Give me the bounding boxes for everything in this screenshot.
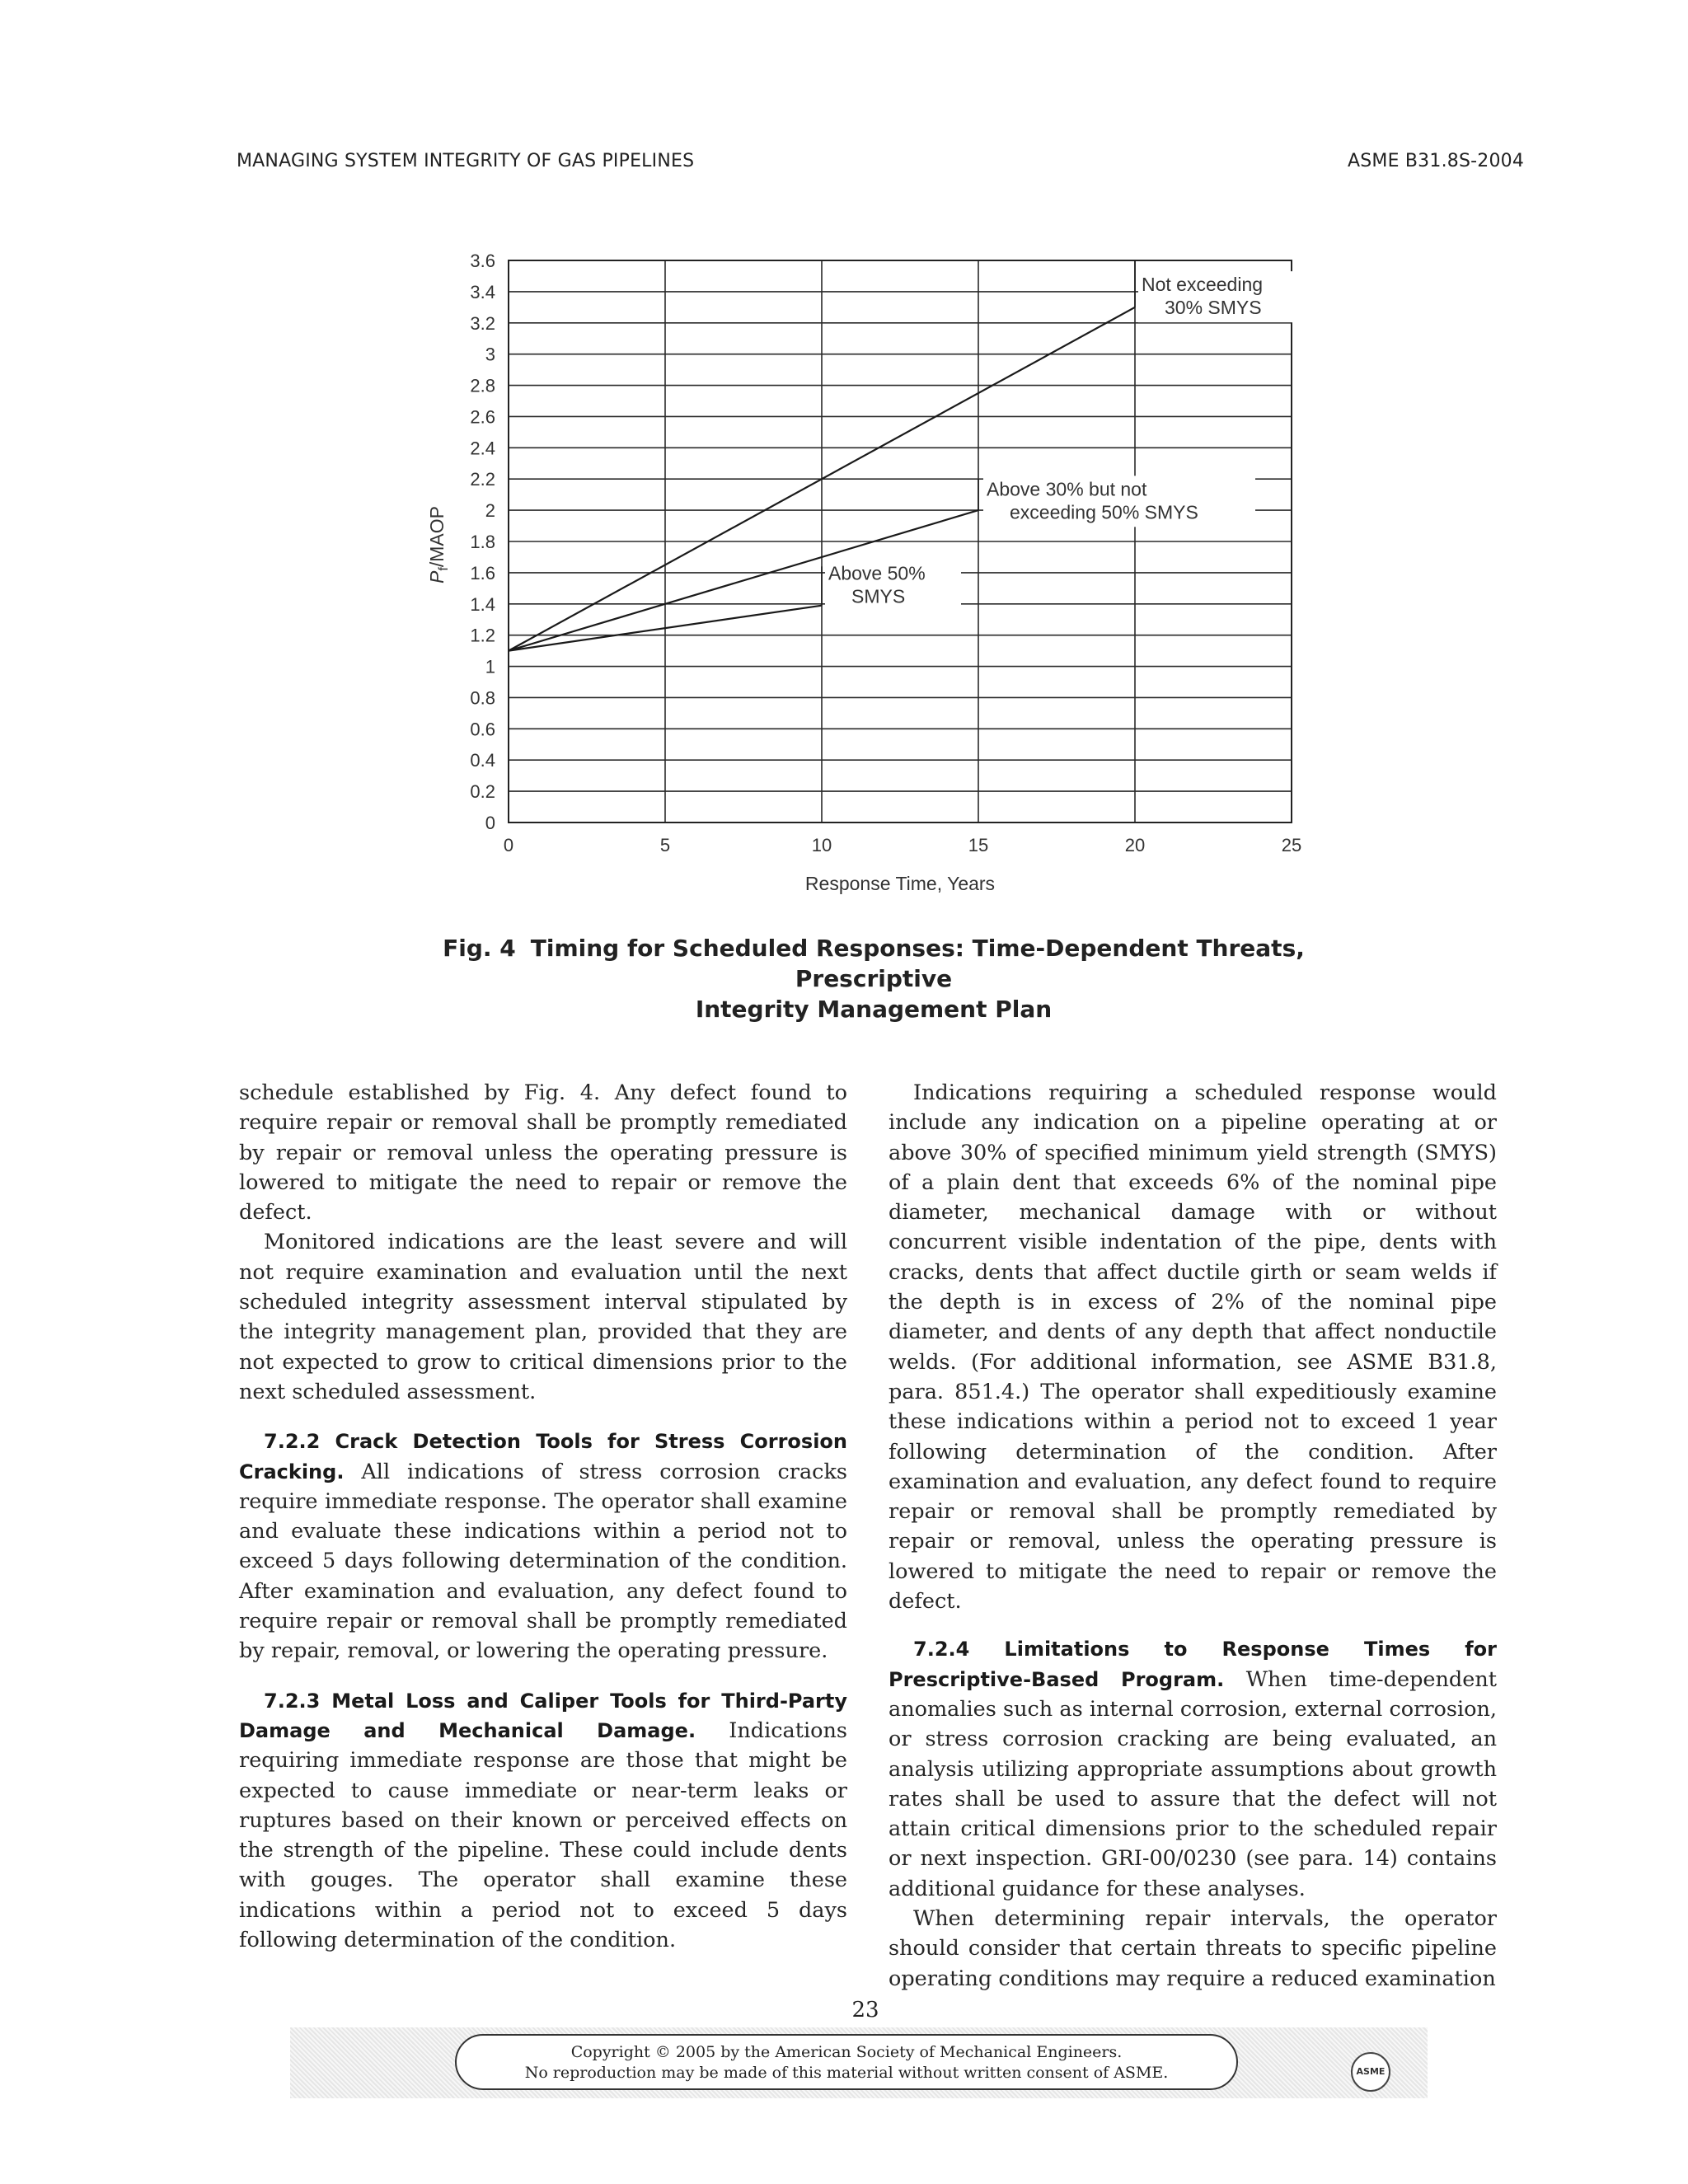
section-body: Indications requiring immediate response are those that might be expected to cause immediate or near-term leaks or ruptures based on their known or perceived effects on the strength of the pipeline. These could include dents with gouges. The operator shall examine these indications within a period not to exceed 5 days following determination of the condition.	[239, 1718, 847, 1953]
series-label-1: 30% SMYS	[1165, 297, 1262, 319]
copyright-footer	[290, 2027, 1428, 2098]
x-tick-label: 20	[1124, 835, 1146, 855]
series-label-3: Above 50%	[828, 562, 926, 584]
caption-line-1: Timing for Scheduled Responses: Time-Dependent Threats, Prescriptive	[530, 935, 1305, 992]
paragraph: Monitored indications are the least severe and will not require examination and evaluation until the next scheduled integrity assessment interval stipulated by the integrity management plan, provided that they are not expected to grow to critical dimensions prior to the next scheduled assessment.	[239, 1230, 847, 1404]
figure-caption	[387, 933, 1360, 1024]
y-tick-label: 1.6	[470, 562, 495, 583]
x-tick-label: 10	[811, 835, 832, 855]
series-label-2: exceeding 50% SMYS	[1010, 501, 1198, 523]
page-number: 23	[851, 1998, 879, 2022]
copyright-line-1: Copyright © 2005 by the American Society of Mechanical Engineers.	[570, 2043, 1123, 2061]
section-heading: 7.2.2 Crack Detection Tools for Stress Corrosion Cracking.	[239, 1430, 847, 1483]
copyright-notice	[455, 2034, 1386, 2090]
paragraph: Indications requiring a scheduled response would include any indication on a pipeline operating at or above 30% of specified minimum yield strength (SMYS) of a plain dent that exceeds 6% of the nominal pipe diameter, mechanical damage with or without concurrent visible indentation of the pipe, dents with cracks, dents that affect ductile girth or seam welds if the depth is in excess of 2% of the nominal pipe diameter, and dents of any depth that affect nonductile welds. (For additional information, see ASME B31.8, para. 851.4.) The operator shall expeditiously examine these indications within a period not to exceed 1 year following determination of the condition. After examination and evaluation, any defect found to require repair or removal shall be promptly remediated by repair or removal, unless the operating pressure is lowered to mitigate the need to repair or remove the defect.	[889, 1080, 1497, 1615]
running-header-standard: ASME B31.8S-2004	[1348, 151, 1525, 171]
section-7-2-3	[239, 1686, 847, 1956]
y-tick-label: 0.8	[470, 687, 495, 709]
y-tick-label: 1.8	[470, 532, 495, 552]
section-heading: 7.2.3 Metal Loss and Caliper Tools for Third-Party Damage and Mechanical Damage.	[239, 1689, 847, 1742]
y-axis-title	[426, 506, 451, 583]
left-text-column	[239, 1078, 847, 1955]
y-tick-label: 2.6	[470, 406, 495, 428]
y-tick-label: 1	[485, 656, 495, 677]
right-text-column	[889, 1078, 1497, 1994]
paragraph: schedule established by Fig. 4. Any defect found to require repair or removal shall be promptly remediated by repair or removal unless the operating pressure is lowered to mitigate the need to repair or remove the defect.	[239, 1080, 847, 1226]
section-body: When time-dependent anomalies such as internal corrosion, external corrosion, or stress corrosion cracking are being evaluated, an analysis utilizing appropriate assumptions about growth rates shall be used to assure that the defect will not attain critical dimensions prior to the scheduled repair or next inspection. GRI-00/0230 (see para. 14) contains additional guidance for these analyses.	[889, 1666, 1497, 1901]
x-tick-label: 25	[1281, 835, 1302, 855]
series-label-1: Not exceeding	[1142, 274, 1264, 296]
y-axis-title-part: /MAOP	[426, 506, 448, 568]
asme-logo-icon: ASME	[1351, 2052, 1390, 2092]
x-axis-title: Response Time, Years	[804, 873, 996, 894]
running-header-title: MANAGING SYSTEM INTEGRITY OF GAS PIPELINES	[237, 151, 695, 171]
y-axis-title-part: P	[426, 570, 448, 583]
y-tick-label: 2.8	[470, 375, 495, 396]
section-heading: 7.2.4 Limitations to Response Times for Prescriptive-Based Program.	[889, 1638, 1497, 1691]
x-tick-label: 5	[659, 835, 671, 855]
y-tick-label: 3.4	[470, 281, 495, 302]
y-tick-label: 2	[485, 500, 495, 522]
y-tick-label: 0.4	[470, 750, 495, 771]
x-tick-label: 15	[968, 835, 989, 855]
figure-4-chart	[387, 247, 1360, 923]
section-body: All indications of stress corrosion cracks require immediate response. The operator shall examine and evaluate these indications within a period not to exceed 5 days following determination of the condition. After examination and evaluation, any defect found to require repair or removal shall be promptly remediated by repair, removal, or lowering the operating pressure.	[239, 1459, 847, 1664]
x-tick-label: 0	[503, 835, 514, 855]
y-tick-label: 0	[485, 813, 495, 833]
y-tick-label: 2.4	[470, 438, 495, 459]
y-tick-label: 2.2	[470, 469, 495, 490]
y-tick-label: 0.6	[470, 719, 495, 740]
y-tick-label: 3.2	[470, 312, 495, 334]
y-axis-title-subscript: f	[437, 567, 451, 571]
section-7-2-4	[889, 1634, 1497, 1904]
copyright-line-2: No reproduction may be made of this material without written consent of ASME.	[524, 2064, 1169, 2082]
y-tick-label: 1.4	[470, 593, 495, 615]
caption-line-2: Integrity Management Plan	[695, 996, 1053, 1023]
series-label-3: SMYS	[851, 585, 906, 607]
y-tick-label: 1.2	[470, 625, 495, 646]
series-label-2: Above 30% but not	[987, 478, 1147, 500]
y-tick-label: 3.6	[470, 251, 495, 271]
paragraph: When determining repair intervals, the operator should consider that certain threats to specific pipeline operating conditions may require a reduced examination	[889, 1906, 1497, 1991]
y-tick-label: 3	[485, 344, 495, 365]
figure-label: Fig. 4	[443, 935, 516, 962]
y-tick-label: 0.2	[470, 781, 495, 803]
section-7-2-2	[239, 1427, 847, 1666]
